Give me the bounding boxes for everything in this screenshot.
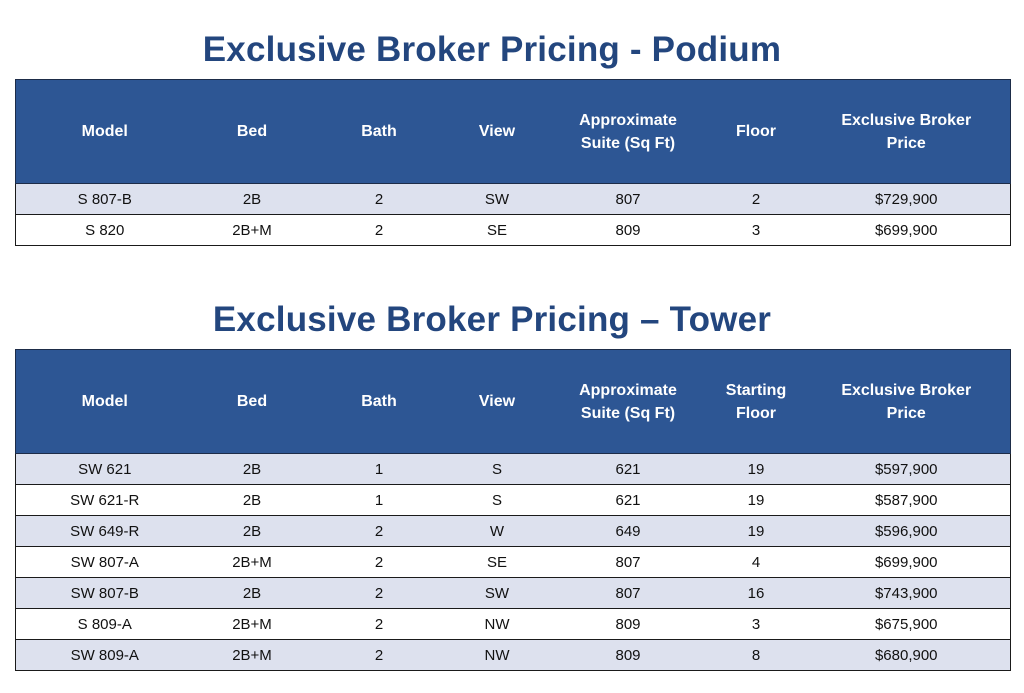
- cell-bed: 2B+M: [194, 609, 311, 640]
- cell-bed: 2B: [194, 578, 311, 609]
- cell-price: $729,900: [803, 184, 1011, 215]
- table-row: [16, 215, 1011, 246]
- cell-model: S 809-A: [16, 609, 194, 640]
- cell-floor: 19: [710, 485, 803, 516]
- column-header-view: View: [448, 350, 547, 454]
- cell-bath: 1: [311, 454, 448, 485]
- cell-bed: 2B: [194, 454, 311, 485]
- cell-suite-size: 809: [547, 640, 710, 671]
- column-header-floor: Floor: [710, 80, 803, 184]
- cell-bed: 2B+M: [194, 640, 311, 671]
- column-header-bath: Bath: [311, 350, 448, 454]
- cell-model: SW 807-B: [16, 578, 194, 609]
- cell-bed: 2B: [194, 485, 311, 516]
- cell-view: NW: [448, 609, 547, 640]
- cell-floor: 3: [710, 609, 803, 640]
- cell-suite-size: 807: [547, 184, 710, 215]
- cell-view: SE: [448, 215, 547, 246]
- cell-floor: 8: [710, 640, 803, 671]
- cell-bath: 2: [311, 578, 448, 609]
- cell-price: $699,900: [803, 215, 1011, 246]
- cell-view: SW: [448, 184, 547, 215]
- cell-floor: 16: [710, 578, 803, 609]
- cell-price: $587,900: [803, 485, 1011, 516]
- podium-pricing-table: [15, 79, 1011, 246]
- tower-pricing-table: [15, 349, 1011, 671]
- cell-suite-size: 809: [547, 215, 710, 246]
- table-row: [16, 640, 1011, 671]
- cell-suite-size: 807: [547, 547, 710, 578]
- cell-bath: 2: [311, 547, 448, 578]
- tower-title: Exclusive Broker Pricing – Tower: [212, 300, 772, 339]
- cell-view: NW: [448, 640, 547, 671]
- column-header-bath: Bath: [311, 80, 448, 184]
- cell-model: SW 621: [16, 454, 194, 485]
- cell-floor: 19: [710, 516, 803, 547]
- cell-model: SW 621-R: [16, 485, 194, 516]
- cell-model: SW 809-A: [16, 640, 194, 671]
- table-row: [16, 485, 1011, 516]
- cell-model: SW 649-R: [16, 516, 194, 547]
- column-header-price: Exclusive Broker Price: [803, 350, 1011, 454]
- cell-price: $675,900: [803, 609, 1011, 640]
- cell-view: SE: [448, 547, 547, 578]
- table-row: [16, 547, 1011, 578]
- cell-bath: 2: [311, 215, 448, 246]
- cell-bath: 2: [311, 640, 448, 671]
- cell-floor: 19: [710, 454, 803, 485]
- cell-floor: 2: [710, 184, 803, 215]
- table-row: [16, 454, 1011, 485]
- column-header-suite-size: Approximate Suite (Sq Ft): [547, 80, 710, 184]
- table-row: [16, 609, 1011, 640]
- cell-suite-size: 807: [547, 578, 710, 609]
- cell-model: S 807-B: [16, 184, 194, 215]
- column-header-view: View: [448, 80, 547, 184]
- column-header-price: Exclusive Broker Price: [803, 80, 1011, 184]
- column-header-floor: Starting Floor: [710, 350, 803, 454]
- cell-bed: 2B+M: [194, 215, 311, 246]
- cell-view: SW: [448, 578, 547, 609]
- table-header-row: [16, 350, 1011, 454]
- cell-bath: 2: [311, 516, 448, 547]
- cell-bath: 2: [311, 609, 448, 640]
- table-row: [16, 184, 1011, 215]
- cell-suite-size: 809: [547, 609, 710, 640]
- cell-suite-size: 621: [547, 485, 710, 516]
- cell-suite-size: 621: [547, 454, 710, 485]
- podium-title: Exclusive Broker Pricing - Podium: [202, 30, 782, 69]
- cell-bed: 2B+M: [194, 547, 311, 578]
- table-row: [16, 516, 1011, 547]
- cell-bed: 2B: [194, 516, 311, 547]
- column-header-model: Model: [16, 350, 194, 454]
- cell-price: $680,900: [803, 640, 1011, 671]
- cell-suite-size: 649: [547, 516, 710, 547]
- cell-price: $699,900: [803, 547, 1011, 578]
- cell-model: SW 807-A: [16, 547, 194, 578]
- cell-bed: 2B: [194, 184, 311, 215]
- column-header-model: Model: [16, 80, 194, 184]
- cell-bath: 2: [311, 184, 448, 215]
- cell-floor: 4: [710, 547, 803, 578]
- cell-view: S: [448, 454, 547, 485]
- table-row: [16, 578, 1011, 609]
- cell-price: $743,900: [803, 578, 1011, 609]
- cell-bath: 1: [311, 485, 448, 516]
- column-header-bed: Bed: [194, 350, 311, 454]
- cell-model: S 820: [16, 215, 194, 246]
- cell-price: $597,900: [803, 454, 1011, 485]
- cell-view: W: [448, 516, 547, 547]
- column-header-suite-size: Approximate Suite (Sq Ft): [547, 350, 710, 454]
- cell-view: S: [448, 485, 547, 516]
- column-header-bed: Bed: [194, 80, 311, 184]
- cell-floor: 3: [710, 215, 803, 246]
- table-header-row: [16, 80, 1011, 184]
- cell-price: $596,900: [803, 516, 1011, 547]
